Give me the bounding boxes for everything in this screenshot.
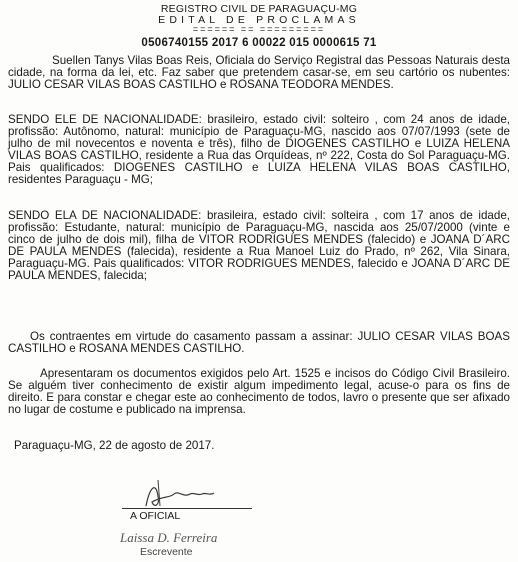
signature-block (110, 478, 270, 562)
date-line: Paraguaçu-MG, 22 de agosto de 2017. (14, 439, 215, 452)
registry-title: REGISTRO CIVIL DE PARAGUAÇU-MG (160, 3, 358, 15)
stamp-name: Laissa D. Ferreira (120, 530, 218, 545)
stamp-title: Escrevente (140, 546, 193, 558)
signature-role: A OFICIAL (130, 510, 181, 522)
handwritten-signature (140, 476, 220, 510)
bride-paragraph: SENDO ELA DE NACIONALIDADE: brasileira, estado civil: solteira , com 17 anos de idade, profissão: Estudante, natural: município de Paraguaçu-MG, nascida aos 25/07/2000 (vinte e cinco de julho de dois mil), filha de VITOR RODRIGUES MENDES (falecido) e JOANA D´ARC DE PAULA MENDES (falecida), residente a Rua Manoel Luiz do Prado, nº 262, Vila Sinara, Paraguaçu-MG. Pais qualificados: VITOR RODRIGUES MENDES, falecido e JOANA D´ARC DE PAULA MENDES, falecida; (8, 209, 510, 282)
title-underline: ====== == ========= (192, 24, 326, 34)
edital-title: EDITAL DE PROCLAMAS (158, 14, 360, 26)
groom-paragraph: SENDO ELE DE NACIONALIDADE: brasileiro, estado civil: solteiro , com 24 anos de idade, profissão: Autônomo, natural: município de Paraguaçu-MG, nascido aos 07/07/1993 (sete de julho de mil novecentos e noventa e três), filho de DIOGENES CASTILHO e LUIZA HELENA VILAS BOAS CASTILHO, residente a Rua das Orquídeas, nº 222, Costa do Sol Paraguaçu-MG. Pais qualificados: DIOGENES CASTILHO e LUIZA HELENA VILAS BOAS CASTILHO, residentes Paraguaçu - MG; (8, 113, 510, 186)
registry-code: 0506740155 2017 6 00022 015 0000615 71 (141, 37, 377, 49)
names-paragraph: Os contraentes em virtude do casamento passam a assinar: JULIO CESAR VILAS BOAS CASTILHO e ROSANA MENDES CASTILHO. (8, 330, 510, 355)
intro-paragraph: Suellen Tanys Vilas Boas Reis, Oficiala do Serviço Registral das Pessoas Naturais desta cidade, na forma da lei, etc. Faz saber que pretendem casar-se, em seu cartório os nubentes: JULIO CESAR VILAS BOAS CASTILHO e ROSANA TEODORA MENDES. (8, 54, 510, 91)
signature-line (122, 508, 252, 509)
documents-paragraph: Apresentaram os documentos exigidos pelo Art. 1525 e incisos do Código Civil Brasileiro. Se alguém tiver conhecimento de existir algum impedimento legal, acuse-o para os fins de direito. E para constar e chegar este ao conhecimento de todos, lavro o presente que ser afixado no lugar de costume e publicado na imprensa. (8, 367, 510, 416)
